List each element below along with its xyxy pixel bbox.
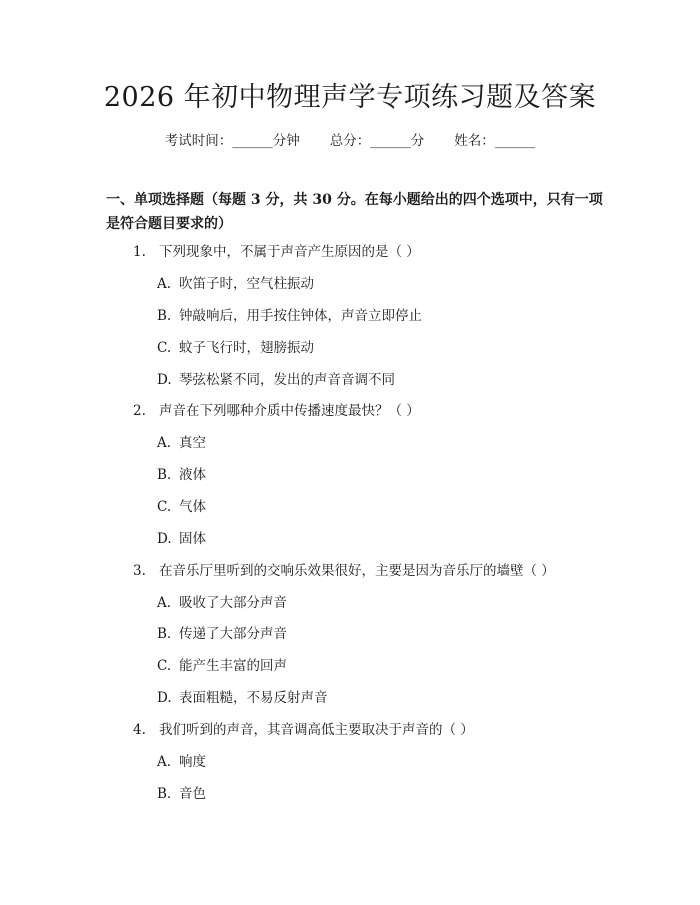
option-1a <box>157 273 314 295</box>
question-text: 我们听到的声音，其音调高低主要取决于声音的（ ） <box>159 722 474 738</box>
option-4b <box>157 783 206 805</box>
exam-info-line <box>0 130 700 152</box>
option-text: 蚊子飞行时，翅膀振动 <box>179 340 314 356</box>
question-2 <box>133 400 420 422</box>
option-text: 琴弦松紧不同，发出的声音音调不同 <box>179 372 395 388</box>
section-heading: 一、单项选择题（每题 3 分，共 30 分。在每小题给出的四个选项中，只有一项是符合题目要求的） <box>106 192 603 232</box>
question-number: 4. <box>133 722 146 738</box>
option-letter: B. <box>157 467 172 483</box>
question-1 <box>133 241 420 263</box>
option-text: 音色 <box>179 786 206 802</box>
option-text: 响度 <box>179 754 206 770</box>
option-text: 钟敲响后，用手按住钟体，声音立即停止 <box>179 308 422 324</box>
option-letter: C. <box>157 499 172 515</box>
option-letter: C. <box>157 658 172 674</box>
option-text: 吹笛子时，空气柱振动 <box>179 276 314 292</box>
option-3d <box>157 687 328 709</box>
option-text: 固体 <box>179 531 206 547</box>
question-number: 2. <box>133 403 146 419</box>
option-text: 气体 <box>179 499 206 515</box>
exam-time-field: 考试时间：______分钟 <box>164 133 300 149</box>
option-3b <box>157 623 287 645</box>
option-text: 液体 <box>179 467 206 483</box>
option-2a <box>157 432 206 454</box>
option-letter: A. <box>157 435 172 451</box>
option-2d <box>157 528 206 550</box>
option-text: 吸收了大部分声音 <box>179 595 287 611</box>
total-score-field: 总分：______分 <box>329 133 425 149</box>
option-text: 真空 <box>179 435 206 451</box>
option-letter: A. <box>157 595 172 611</box>
option-letter: D. <box>157 372 172 388</box>
question-text: 声音在下列哪种介质中传播速度最快？（ ） <box>159 403 420 419</box>
option-1d <box>157 369 395 391</box>
option-2c <box>157 496 206 518</box>
option-1c <box>157 337 314 359</box>
option-letter: B. <box>157 626 172 642</box>
question-3 <box>133 560 555 582</box>
option-text: 表面粗糙，不易反射声音 <box>179 690 328 706</box>
option-3c <box>157 655 287 677</box>
option-letter: B. <box>157 786 172 802</box>
option-letter: A. <box>157 754 172 770</box>
option-letter: C. <box>157 340 172 356</box>
option-text: 传递了大部分声音 <box>179 626 287 642</box>
option-3a <box>157 592 287 614</box>
page-title: 2026 年初中物理声学专项练习题及答案 <box>103 82 597 113</box>
question-text: 在音乐厅里听到的交响乐效果很好，主要是因为音乐厅的墙壁（ ） <box>159 563 555 579</box>
question-number: 1. <box>133 244 146 260</box>
option-1b <box>157 305 422 327</box>
question-number: 3. <box>133 563 146 579</box>
option-letter: A. <box>157 276 172 292</box>
option-2b <box>157 464 206 486</box>
question-text: 下列现象中，不属于声音产生原因的是（ ） <box>159 244 420 260</box>
option-letter: B. <box>157 308 172 324</box>
option-letter: D. <box>157 531 172 547</box>
option-4a <box>157 751 206 773</box>
option-text: 能产生丰富的回声 <box>179 658 287 674</box>
question-4 <box>133 719 474 741</box>
student-name-field: 姓名：______ <box>454 133 536 149</box>
option-letter: D. <box>157 690 172 706</box>
